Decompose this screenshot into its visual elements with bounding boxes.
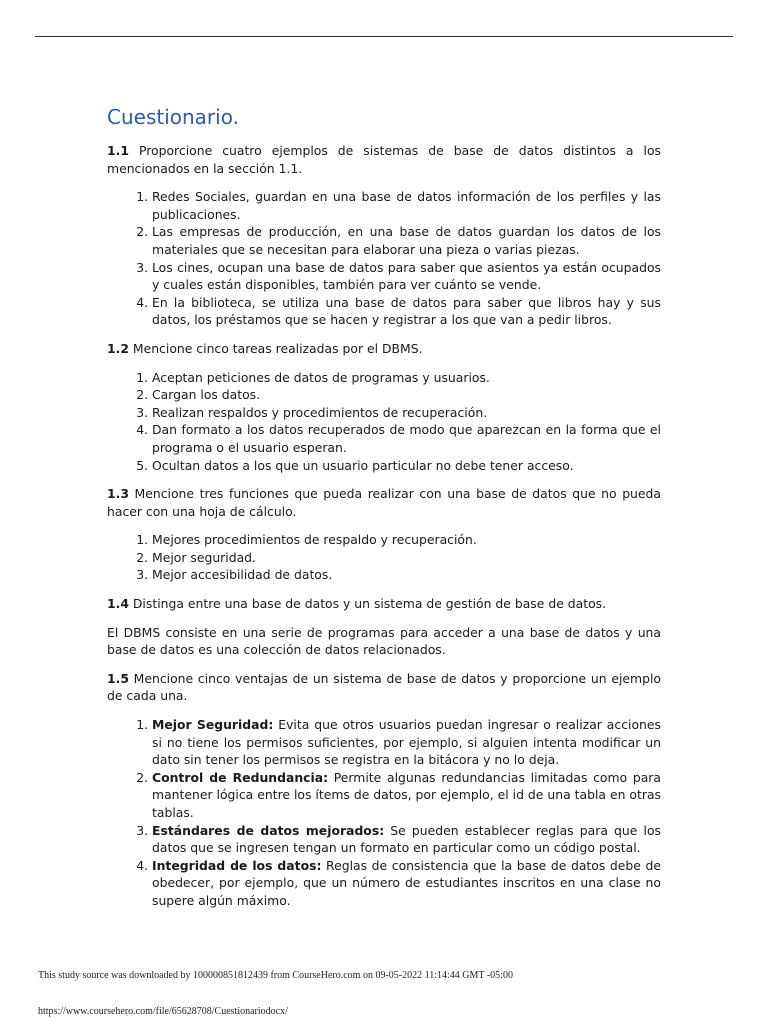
answer-list-1-3 — [107, 531, 661, 584]
list-item: 1. Mejores procedimientos de respaldo y recuperación. — [152, 531, 661, 549]
list-item: 4. Dan formato a los datos recuperados de modo que aparezcan en la forma que el programa o el usuario esperan. — [152, 421, 661, 456]
item-description: Permite algunas redundancias limitadas como para mantener lógica entre los ítems de datos, por ejemplo, el id de una tabla en otras tablas. — [152, 769, 661, 820]
document-body — [107, 105, 661, 921]
item-description: Evita que otros usuarios puedan ingresar o realizar acciones si no tiene los permisos suficientes, por ejemplo, si alguien intenta modificar un dato sin tener los permisos se registra en la bitácora y no lo deja. — [152, 717, 661, 768]
item-description: Se pueden establecer reglas para que los datos que se ingresen tengan un formato en particular como un código postal. — [152, 822, 661, 856]
list-item — [152, 822, 661, 857]
list-item: 3. Realizan respaldos y procedimientos de recuperación. — [152, 404, 661, 422]
answer-list-1-5 — [107, 716, 661, 910]
answer-list-1-1 — [107, 188, 661, 329]
item-term: Integridad de los datos: — [152, 857, 322, 873]
item-term: Control de Redundancia: — [152, 769, 329, 785]
question-1-2 — [107, 340, 661, 358]
list-item: 2. Las empresas de producción, en una base de datos guardan los datos de los materiales que se necesitan para elaborar una pieza o varias piezas. — [152, 223, 661, 258]
list-item: 2. Mejor seguridad. — [152, 549, 661, 567]
top-rule — [35, 36, 733, 37]
item-description: Reglas de consistencia que la base de datos debe de obedecer, por ejemplo, que un número de estudiantes inscritos en una clase no supere algún máximo. — [152, 857, 661, 908]
question-text: Distinga entre una base de datos y un sistema de gestión de base de datos. — [128, 596, 607, 612]
question-text: Proporcione cuatro ejemplos de sistemas de base de datos distintos a los mencionados en la sección 1.1. — [107, 143, 661, 176]
question-text: Mencione tres funciones que pueda realizar con una base de datos que no pueda hacer con una hoja de cálculo. — [107, 486, 661, 519]
question-1-1 — [107, 142, 661, 177]
question-text: Mencione cinco tareas realizadas por el DBMS. — [128, 340, 423, 356]
question-number: 1.3 — [107, 486, 129, 502]
list-item: 1. Aceptan peticiones de datos de programas y usuarios. — [152, 369, 661, 387]
list-item: 4. En la biblioteca, se utiliza una base de datos para saber que libros hay y sus datos, los préstamos que se hacen y registrar a los que van a pedir libros. — [152, 294, 661, 329]
list-item: 3. Los cines, ocupan una base de datos para saber que asientos ya están ocupados y cuales están disponibles, también para ver cuánto se vende. — [152, 259, 661, 294]
question-1-3 — [107, 485, 661, 520]
answer-list-1-2 — [107, 369, 661, 475]
list-item — [152, 769, 661, 822]
list-item: 2. Cargan los datos. — [152, 386, 661, 404]
item-term: Estándares de datos mejorados: — [152, 822, 385, 838]
question-number: 1.1 — [107, 143, 129, 158]
download-notice: This study source was downloaded by 100000851812439 from CourseHero.com on 09-05-2022 11:14:44 GMT -05:00 — [38, 970, 513, 981]
question-1-5 — [107, 670, 661, 705]
question-number: 1.4 — [107, 596, 129, 612]
question-number: 1.2 — [107, 340, 129, 356]
document-title: Cuestionario. — [107, 105, 239, 129]
list-item: 1. Redes Sociales, guardan en una base de datos información de los perfiles y las publicaciones. — [152, 188, 661, 223]
list-item: 5. Ocultan datos a los que un usuario particular no debe tener acceso. — [152, 457, 661, 475]
answer-1-4: El DBMS consiste en una serie de programas para acceder a una base de datos y una base de datos es una colección de datos relacionados. — [107, 624, 661, 658]
item-term: Mejor Seguridad: — [152, 717, 274, 733]
question-number: 1.5 — [107, 670, 129, 686]
question-1-4 — [107, 595, 661, 613]
list-item: 3. Mejor accesibilidad de datos. — [152, 566, 661, 584]
source-url[interactable]: https://www.coursehero.com/file/65628708/Cuestionariodocx/ — [38, 1006, 288, 1017]
list-item — [152, 716, 661, 769]
question-text: Mencione cinco ventajas de un sistema de base de datos y proporcione un ejemplo de cada una. — [107, 670, 661, 704]
list-item — [152, 857, 661, 910]
